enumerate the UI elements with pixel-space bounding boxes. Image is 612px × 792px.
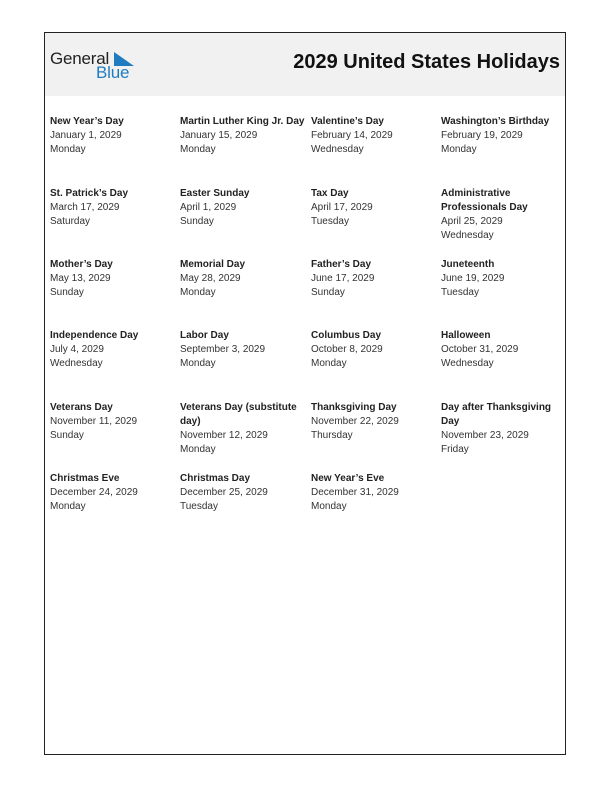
holiday-item xyxy=(50,401,176,443)
holiday-weekday: Friday xyxy=(441,444,469,455)
holiday-item xyxy=(441,329,567,371)
holiday-name: Labor Day xyxy=(180,330,229,341)
holiday-name: Columbus Day xyxy=(311,330,382,341)
holiday-name: Tax Day xyxy=(311,188,349,199)
holiday-weekday: Monday xyxy=(311,501,347,512)
holiday-weekday: Sunday xyxy=(50,287,84,298)
holiday-date: December 31, 2029 xyxy=(311,487,399,498)
holiday-item xyxy=(50,187,176,229)
holiday-weekday: Thursday xyxy=(311,430,353,441)
holiday-weekday: Monday xyxy=(180,287,216,298)
holiday-weekday: Monday xyxy=(180,144,216,155)
holiday-date: January 15, 2029 xyxy=(180,130,258,141)
holiday-weekday: Monday xyxy=(180,358,216,369)
holiday-weekday: Wednesday xyxy=(311,144,364,155)
holiday-item xyxy=(180,329,306,371)
holiday-name: Veterans Day (substitute day) xyxy=(180,402,297,427)
holiday-name: Juneteenth xyxy=(441,259,495,270)
holiday-date: April 17, 2029 xyxy=(311,202,373,213)
holiday-date: July 4, 2029 xyxy=(50,344,104,355)
holiday-name: New Year’s Day xyxy=(50,116,124,127)
holiday-weekday: Monday xyxy=(180,444,216,455)
holiday-name: Halloween xyxy=(441,330,491,341)
holiday-item xyxy=(180,258,306,300)
holiday-item xyxy=(311,401,437,443)
holiday-weekday: Monday xyxy=(441,144,477,155)
holiday-item xyxy=(311,115,437,157)
holiday-weekday: Sunday xyxy=(180,216,214,227)
holiday-date: May 13, 2029 xyxy=(50,273,111,284)
holiday-date: October 31, 2029 xyxy=(441,344,519,355)
holiday-name: Day after Thanksgiving Day xyxy=(441,402,552,427)
holiday-name: Valentine’s Day xyxy=(311,116,384,127)
holiday-weekday: Wednesday xyxy=(50,358,103,369)
holiday-name: Independence Day xyxy=(50,330,139,341)
holiday-name: Thanksgiving Day xyxy=(311,402,397,413)
holiday-name: Christmas Eve xyxy=(50,473,120,484)
holiday-item xyxy=(180,472,306,514)
calendar-page xyxy=(44,32,566,755)
holiday-item xyxy=(180,187,306,229)
holiday-weekday: Monday xyxy=(50,501,86,512)
holiday-weekday: Wednesday xyxy=(441,230,494,241)
holiday-item xyxy=(50,329,176,371)
holiday-item xyxy=(180,401,306,457)
holiday-date: February 19, 2029 xyxy=(441,130,523,141)
holiday-date: September 3, 2029 xyxy=(180,344,266,355)
holiday-date: June 17, 2029 xyxy=(311,273,375,284)
holiday-item xyxy=(441,115,567,157)
holiday-date: February 14, 2029 xyxy=(311,130,393,141)
holiday-item xyxy=(441,258,567,300)
holiday-item xyxy=(311,329,437,371)
holiday-date: November 22, 2029 xyxy=(311,416,399,427)
holiday-name: Administrative Professionals Day xyxy=(441,188,528,213)
holiday-date: December 25, 2029 xyxy=(180,487,268,498)
header-band xyxy=(45,33,565,96)
holiday-date: November 23, 2029 xyxy=(441,430,529,441)
holiday-item xyxy=(311,258,437,300)
holiday-weekday: Monday xyxy=(50,144,86,155)
holiday-weekday: Sunday xyxy=(311,287,345,298)
holiday-item xyxy=(50,472,176,514)
holiday-date: April 1, 2029 xyxy=(180,202,237,213)
holiday-date: January 1, 2029 xyxy=(50,130,122,141)
holiday-name: St. Patrick’s Day xyxy=(50,188,129,199)
holiday-date: March 17, 2029 xyxy=(50,202,120,213)
holiday-name: Mother’s Day xyxy=(50,259,113,270)
holiday-name: Father’s Day xyxy=(311,259,372,270)
holiday-weekday: Tuesday xyxy=(441,287,479,298)
holiday-weekday: Sunday xyxy=(50,430,84,441)
holiday-item xyxy=(311,472,437,514)
holiday-weekday: Wednesday xyxy=(441,358,494,369)
logo-text-general: General xyxy=(50,49,110,68)
holiday-date: November 11, 2029 xyxy=(50,416,138,427)
holiday-name: Memorial Day xyxy=(180,259,246,270)
holiday-item xyxy=(50,258,176,300)
holiday-item xyxy=(311,187,437,229)
holiday-name: Martin Luther King Jr. Day xyxy=(180,116,305,127)
holiday-date: October 8, 2029 xyxy=(311,344,383,355)
holiday-name: Veterans Day xyxy=(50,402,113,413)
holiday-item xyxy=(180,115,306,157)
holiday-name: New Year’s Eve xyxy=(311,473,385,484)
holiday-name: Easter Sunday xyxy=(180,188,250,199)
holiday-date: December 24, 2029 xyxy=(50,487,138,498)
holiday-date: June 19, 2029 xyxy=(441,273,505,284)
holiday-item xyxy=(50,115,176,157)
holiday-date: November 12, 2029 xyxy=(180,430,268,441)
holiday-weekday: Tuesday xyxy=(311,216,349,227)
holiday-name: Washington’s Birthday xyxy=(441,116,550,127)
page-title: 2029 United States Holidays xyxy=(293,51,560,73)
holiday-date: May 28, 2029 xyxy=(180,273,241,284)
holiday-weekday: Tuesday xyxy=(180,501,218,512)
holiday-name: Christmas Day xyxy=(180,473,251,484)
logo-text-blue: Blue xyxy=(96,63,130,82)
holiday-item xyxy=(441,187,551,243)
holiday-weekday: Saturday xyxy=(50,216,91,227)
holiday-item xyxy=(441,401,567,457)
holiday-date: April 25, 2029 xyxy=(441,216,503,227)
generalblue-logo xyxy=(50,49,140,83)
holiday-weekday: Monday xyxy=(311,358,347,369)
